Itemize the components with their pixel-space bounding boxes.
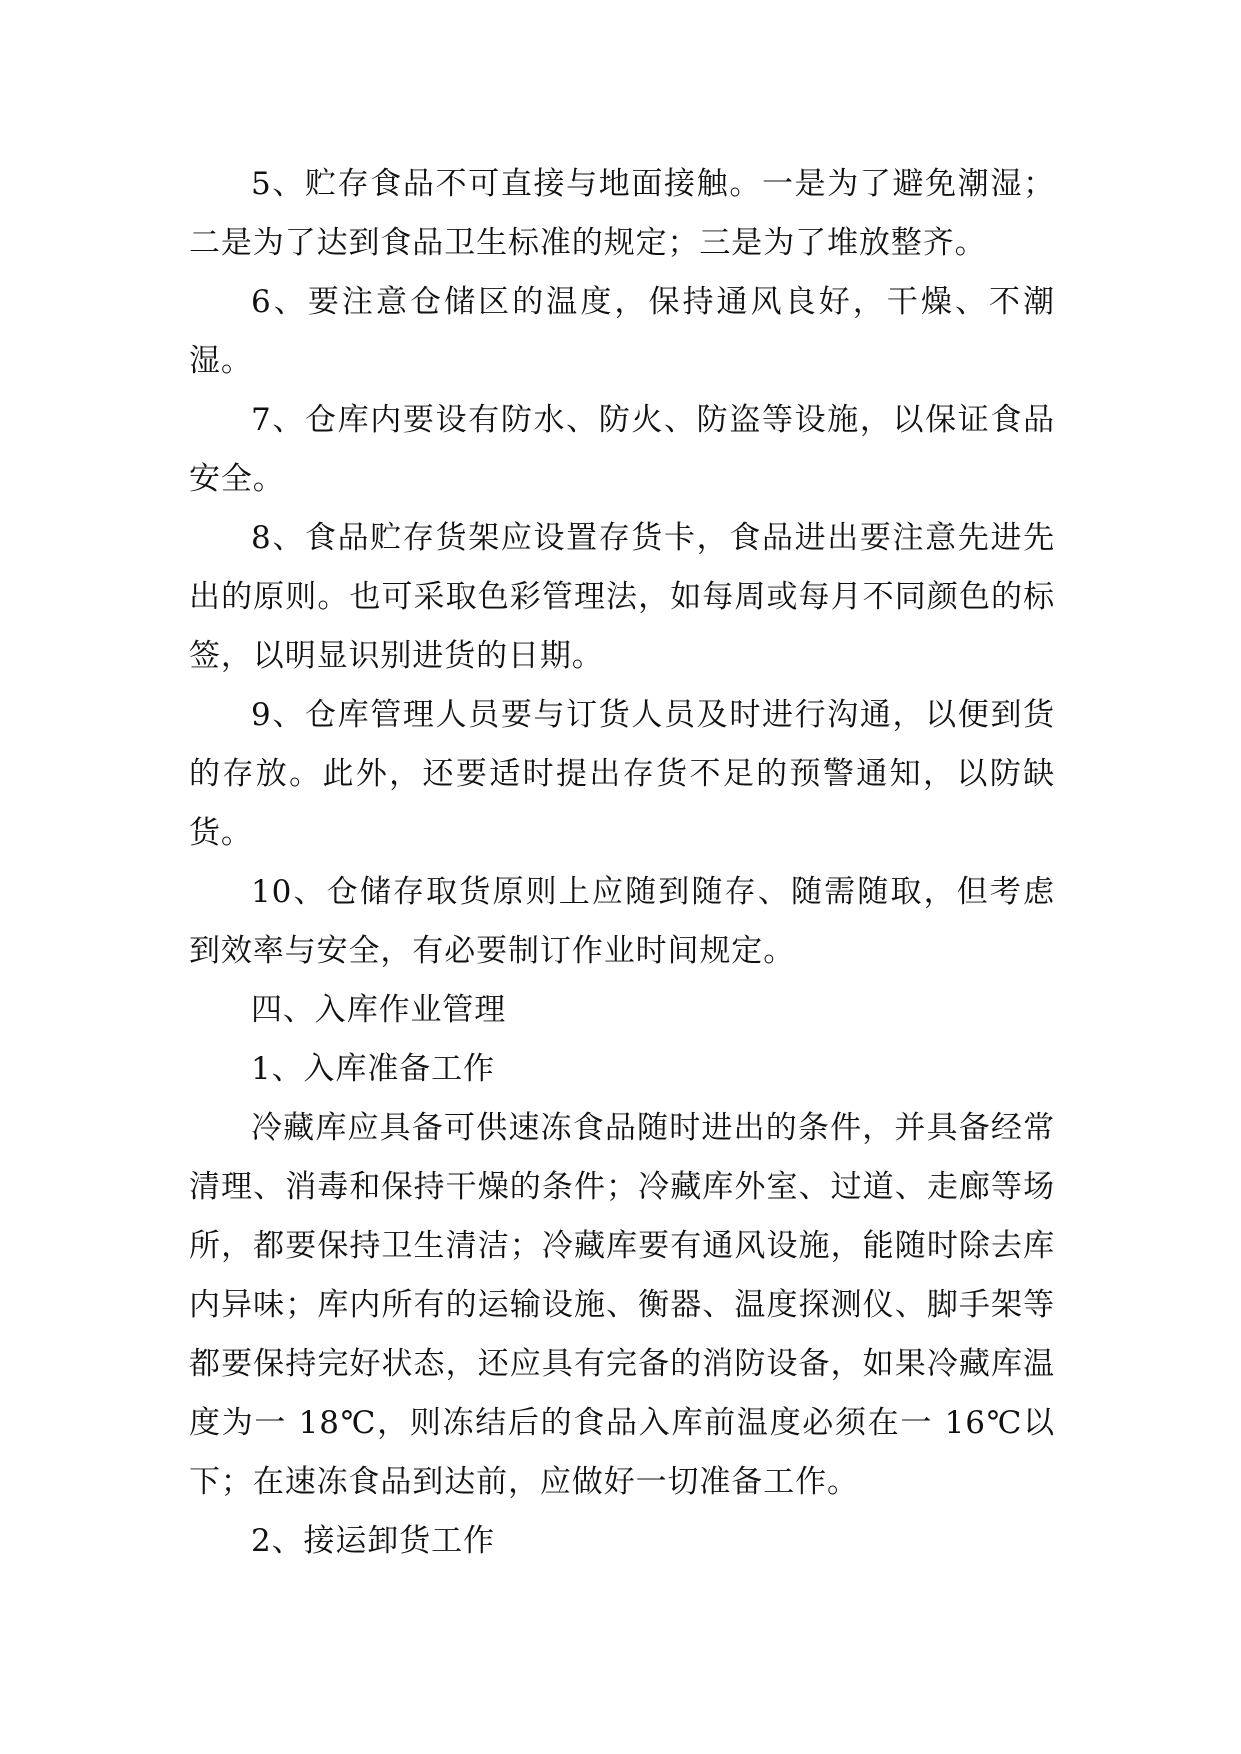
paragraph-item-9: 9、仓库管理人员要与订货人员及时进行沟通，以便到货的存放。此外，还要适时提出存货不足的预警通知，以防缺货。 [189,697,1055,851]
paragraph-item-5: 5、贮存食品不可直接与地面接触。一是为了避免潮湿；二是为了达到食品卫生标准的规定；三是为了堆放整齐。 [189,166,1055,261]
paragraph-item-10: 10、仓储存取货原则上应随到随存、随需随取，但考虑到效率与安全，有必要制订作业时间规定。 [189,874,1055,969]
paragraph-item-8: 8、食品贮存货架应设置存货卡，食品进出要注意先进先出的原则。也可采取色彩管理法，如每周或每月不同颜色的标签，以明显识别进货的日期。 [189,520,1055,674]
document-body [189,155,1055,1571]
paragraph-item-6: 6、要注意仓储区的温度，保持通风良好，干燥、不潮湿。 [189,284,1055,379]
subsection-heading-2: 2、接运卸货工作 [251,1523,495,1559]
paragraph-item-7: 7、仓库内要设有防水、防火、防盗等设施，以保证食品安全。 [189,402,1055,497]
subsection-heading-1: 1、入库准备工作 [251,1051,495,1087]
section-heading-4: 四、入库作业管理 [251,992,507,1028]
paragraph-cold-storage: 冷藏库应具备可供速冻食品随时进出的条件，并具备经常清理、消毒和保持干燥的条件；冷藏库外室、过道、走廊等场所，都要保持卫生清洁；冷藏库要有通风设施，能随时除去库内异味；库内所有的运输设施、衡器、温度探测仪、脚手架等都要保持完好状态，还应具有完备的消防设备，如果冷藏库温度为一 18℃，则冻结后的食品入库前温度必须在一 16℃以下；在速冻食品到达前，应做好一切准备工作。 [189,1110,1055,1500]
